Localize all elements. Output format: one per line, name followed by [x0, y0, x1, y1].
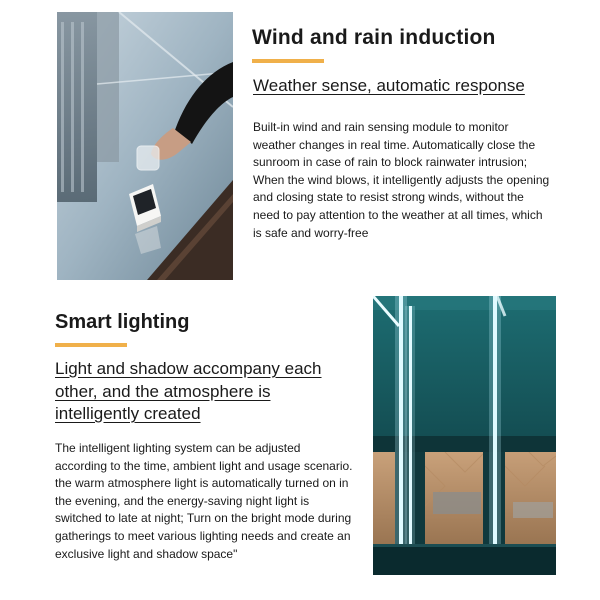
- smart-lighting-body: The intelligent lighting system can be adjusted according to the time, ambient light and usage scenario. the warm atmosphere light is automatically turned on in the evening, and the energy-saving night light is switched to late at night; Turn on the bright mode during gatherings to meet various lighting needs and create an exclusive light and shadow space": [55, 441, 353, 561]
- wind-rain-title: Wind and rain induction: [252, 26, 496, 49]
- led-sunroom-illustration: [373, 296, 556, 575]
- wind-rain-accent-bar: [252, 59, 324, 63]
- wind-rain-subtitle: Weather sense, automatic response: [253, 76, 525, 95]
- smart-lighting-photo: [373, 296, 556, 575]
- rain-sensor-photo: [57, 12, 233, 280]
- rain-sensor-illustration: [57, 12, 233, 280]
- smart-lighting-title: Smart lighting: [55, 311, 190, 333]
- smart-lighting-subtitle: Light and shadow accompany each other, and the atmosphere is intelligently created: [55, 359, 322, 423]
- smart-lighting-accent-bar: [55, 343, 127, 347]
- wind-rain-body: Built-in wind and rain sensing module to monitor weather changes in real time. Automatically close the sunroom in case of rain to block rainwater intrusion; When the wind blows, it intelligently adjusts the opening and closing state to resist strong winds, without the need to pay attention to the weather at all times, which is safe and worry-free: [253, 120, 550, 240]
